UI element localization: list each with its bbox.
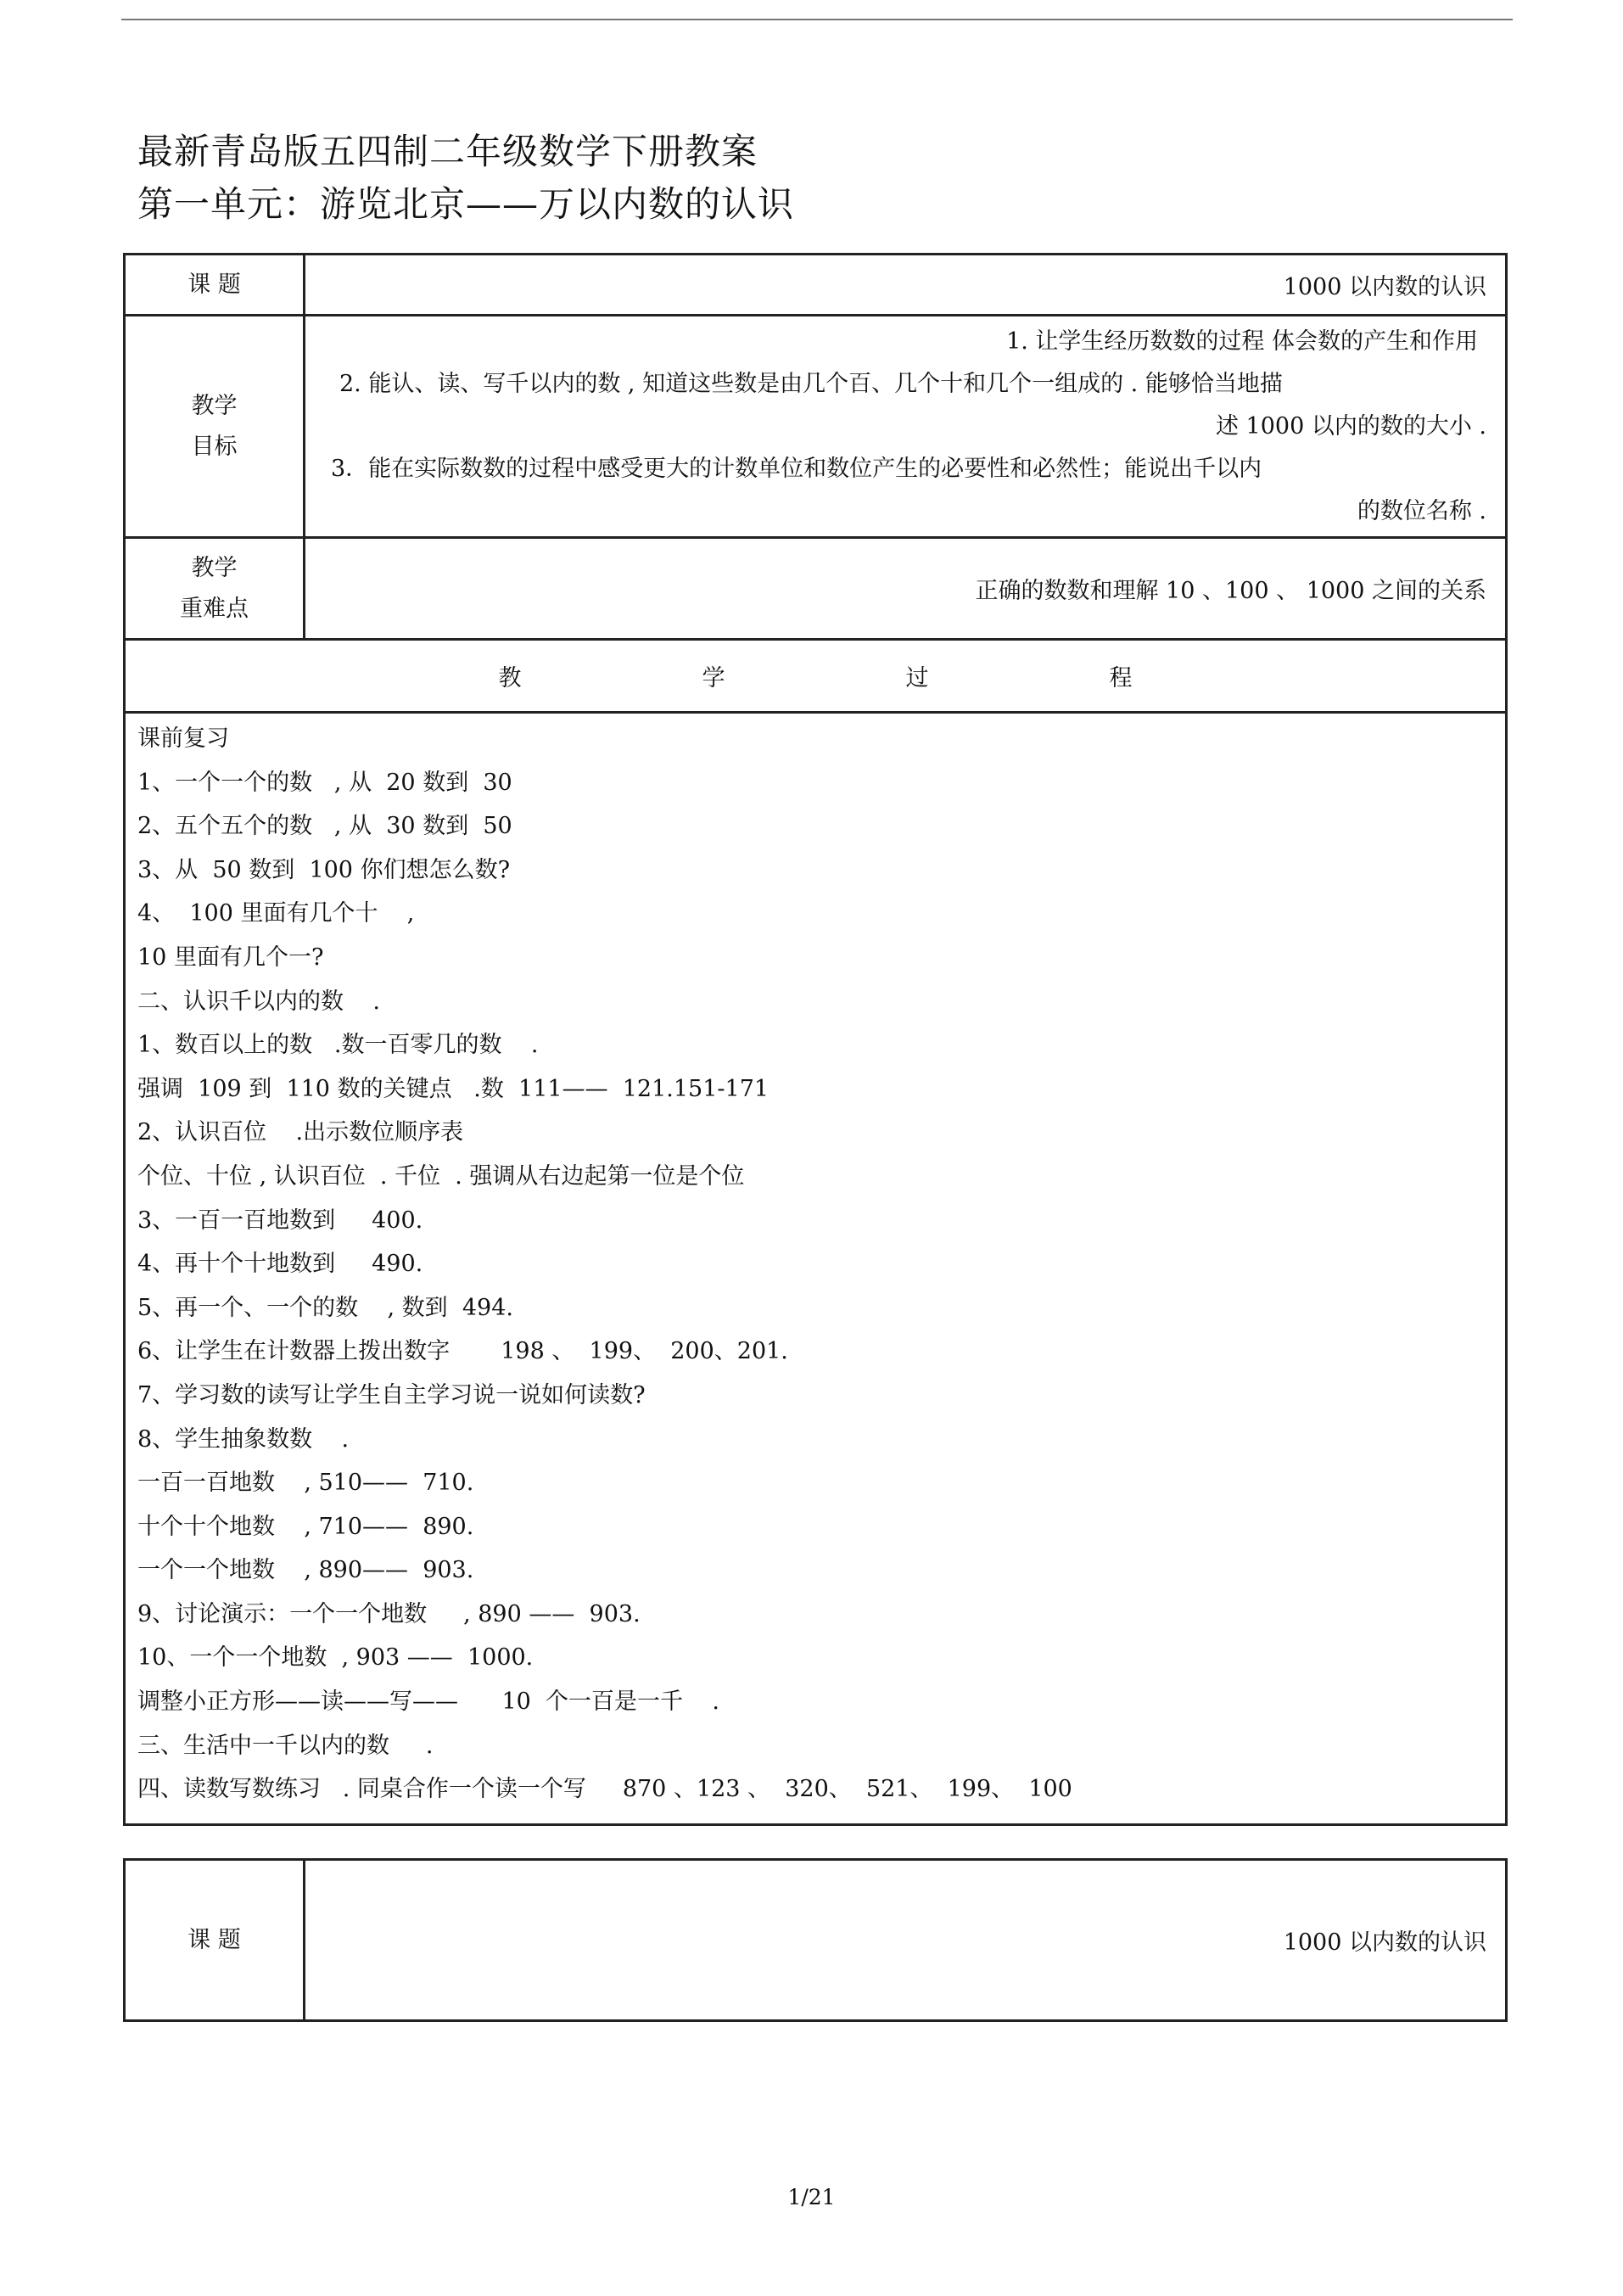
goal-line: 述 1000 以内的数的大小 .	[1215, 412, 1486, 440]
process-line: 四、读数写数练习 . 同桌合作一个读一个写 870 、123 、 320、 521、 199、 100	[137, 1776, 1072, 1803]
key-points-label	[125, 538, 305, 640]
process-heading-char: 过	[905, 665, 929, 692]
process-line: 调整小正方形——读——写—— 10 个一百是一千 .	[137, 1688, 719, 1716]
goal-line: 的数位名称 .	[1357, 497, 1486, 524]
process-line: 9、讨论演示：一个一个地数 , 890 —— 903.	[137, 1600, 641, 1627]
process-line: 十个十个地数 , 710—— 890.	[137, 1513, 474, 1540]
topic-value-2: 1000 以内数的认识	[305, 1860, 1507, 2021]
process-line: 4、 100 里面有几个十 ,	[137, 900, 415, 927]
process-line: 8、学生抽象数数 .	[137, 1425, 350, 1453]
goals-label-line2: 目标	[191, 433, 238, 460]
process-line: 3、从 50 数到 100 你们想怎么数?	[137, 856, 511, 883]
process-line: 一个一个地数 , 890—— 903.	[137, 1557, 474, 1584]
process-line: 3、一百一百地数到 400.	[137, 1207, 423, 1234]
process-line: 三、生活中一千以内的数 .	[137, 1732, 434, 1759]
process-line: 2、认识百位 .出示数位顺序表	[137, 1119, 464, 1146]
process-line: 5、再一个、一个的数 , 数到 494.	[137, 1294, 513, 1321]
goals-label	[125, 316, 305, 538]
topic-label: 课 题	[125, 255, 305, 316]
key-points-value: 正确的数数和理解 10 、100 、 1000 之间的关系	[305, 538, 1507, 640]
process-heading	[125, 640, 1507, 713]
process-line: 10、一个一个地数 , 903 —— 1000.	[137, 1644, 534, 1672]
top-rule	[121, 19, 1513, 20]
process-heading-char: 学	[702, 665, 725, 692]
process-line: 二、认识千以内的数 .	[137, 988, 380, 1015]
key-label-line2: 重难点	[180, 595, 249, 622]
process-line: 2、五个五个的数 , 从 30 数到 50	[137, 813, 512, 840]
process-line: 1、一个一个的数 , 从 20 数到 30	[137, 769, 512, 796]
process-line: 1、数百以上的数 .数一百零几的数 .	[137, 1032, 539, 1059]
document-title: 最新青岛版五四制二年级数学下册教案	[137, 131, 758, 172]
goal-line: 3．能在实际数数的过程中感受更大的计数单位和数位产生的必要性和必然性；能说出千以内	[331, 455, 1262, 482]
process-line: 课前复习	[137, 725, 229, 752]
process-line: 个位、十位 , 认识百位 . 千位 . 强调从右边起第一位是个位	[137, 1162, 745, 1190]
goals-label-line1: 教学	[191, 392, 238, 419]
topic-label-2: 课 题	[125, 1860, 305, 2021]
process-line: 6、让学生在计数器上拨出数字 198 、 199、 200、201.	[137, 1338, 788, 1365]
unit-title: 第一单元：游览北京——万以内数的认识	[137, 183, 795, 225]
process-line: 7、学习数的读写让学生自主学习说一说如何读数?	[137, 1381, 646, 1408]
process-line: 一百一百地数 , 510—— 710.	[137, 1470, 474, 1497]
lesson-plan-table-2	[123, 1858, 1508, 2022]
goals-cell	[305, 316, 1507, 538]
process-line: 强调 109 到 110 数的关键点 .数 111—— 121.151-171	[137, 1075, 770, 1102]
process-heading-char: 教	[498, 665, 522, 692]
topic-value: 1000 以内数的认识	[305, 255, 1507, 316]
process-heading-char: 程	[1109, 665, 1133, 692]
goal-line: 2. 能认、读、写千以内的数 , 知道这些数是由几个百、几个十和几个一组成的 . 能够恰当地描	[339, 370, 1283, 397]
process-line: 10 里面有几个一?	[137, 944, 324, 971]
page-number: 1/21	[787, 2185, 836, 2209]
goal-line: 1. 让学生经历数数的过程 体会数的产生和作用	[1006, 328, 1478, 355]
lesson-plan-table	[123, 253, 1508, 1826]
process-line: 4、再十个十地数到 490.	[137, 1251, 423, 1278]
key-label-line1: 教学	[191, 554, 238, 581]
process-body	[125, 713, 1507, 1825]
